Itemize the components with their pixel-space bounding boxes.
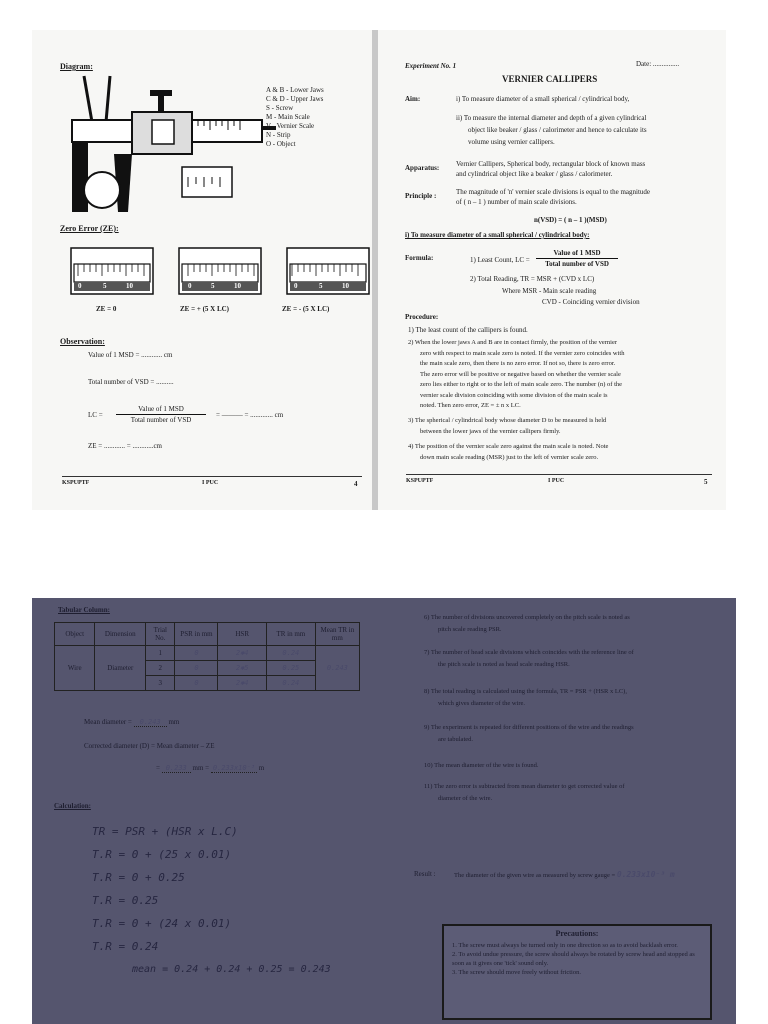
legend-item: V - Vernier Scale	[266, 122, 315, 130]
procedure-2	[408, 338, 718, 412]
formula-1: 1) Least Count, LC =	[470, 256, 530, 264]
scale-number-five: 5	[211, 282, 215, 290]
table-cell: 3	[146, 676, 175, 691]
legend-item: A & B - Lower Jaws	[266, 86, 324, 94]
footer-mid: I PUC	[202, 480, 219, 486]
lc-label: LC =	[88, 411, 103, 419]
table-cell: 2	[146, 661, 175, 676]
footer-page: 4	[354, 480, 358, 488]
table-header: Object	[55, 623, 95, 646]
section-heading: i) To measure diameter of a small spherical / cylindrical body:	[405, 231, 590, 239]
procedure-7	[424, 647, 730, 671]
precautions-title: Precautions:	[555, 929, 599, 938]
dimension-cell: Diameter	[95, 646, 146, 691]
precaution-item: 3. The screw should move freely without friction.	[452, 969, 581, 976]
principle-label: Principle :	[405, 192, 437, 200]
observation-title: Observation:	[60, 337, 105, 346]
table-header: PSR in mm	[175, 623, 218, 646]
procedure-line: 8) The total reading is calculated using the formula, TR = PSR + (HSR x LC),	[424, 688, 627, 695]
calc-line: mean = 0.24 + 0.24 + 0.25 = 0.243	[132, 964, 331, 975]
procedure-10: 10) The mean diameter of the wire is found.	[424, 762, 539, 769]
table-cell: 2✱4	[218, 646, 266, 661]
table-cell: 2✱4	[218, 676, 266, 691]
lc-numerator: Value of 1 MSD	[116, 405, 206, 415]
corrected-mid: mm =	[190, 764, 211, 772]
corrected-value-mm: 0.233	[162, 764, 191, 773]
procedure-line: 6) The number of divisions uncovered completely on the pitch scale is noted as	[424, 614, 630, 621]
result-label: Result :	[414, 870, 436, 878]
aim-2a: ii) To measure the internal diameter and depth of a given cylindrical	[456, 114, 647, 122]
ze-label-zero: ZE = 0	[96, 305, 117, 313]
formula-2-cvd: CVD - Coinciding vernier division	[542, 298, 640, 306]
table-cell: 0.24	[266, 646, 315, 661]
legend-item: C & D - Upper Jaws	[266, 95, 324, 103]
procedure-line: which gives diameter of the wire.	[438, 700, 525, 707]
result-value: 0.233x10⁻³ m	[616, 870, 675, 879]
table-cell: 0	[175, 676, 218, 691]
page-4	[32, 30, 372, 510]
procedure-8	[424, 686, 730, 710]
corrected-eq: =	[156, 764, 162, 772]
corrected-diameter-formula: Corrected diameter (D) = Mean diameter – ZE	[84, 742, 215, 750]
procedure-line: are tabulated.	[438, 736, 474, 743]
scale-zero-error-negative	[286, 242, 370, 296]
scale-number-ten: 10	[342, 282, 349, 290]
calc-line: TR = PSR + (HSR x L.C)	[92, 825, 238, 838]
formula-1-denominator: Total number of VSD	[545, 260, 609, 268]
table-header: Dimension	[95, 623, 146, 646]
procedure-line: between the lower jaws of the vernier callipers firmly.	[420, 427, 561, 435]
procedure-line: 2) When the lower jaws A and B are in contact firmly, the position of the vernier	[408, 339, 618, 346]
object-cell: Wire	[55, 646, 95, 691]
page-5	[378, 30, 726, 510]
handwritten-calculation	[92, 820, 392, 981]
formula-1-numerator: Value of 1 MSD	[536, 249, 618, 259]
legend-item: S - Screw	[266, 104, 294, 112]
mean-diameter-unit: mm	[166, 718, 180, 726]
ze-label-negative: ZE = - (5 X LC)	[282, 305, 330, 313]
table-header: Mean TR in mm	[315, 623, 359, 646]
corrected-value-m: 0.233x10⁻³	[212, 764, 256, 772]
precaution-item: 2. To avoid undue pressure, the screw should always be rotated by screw head and stopped as soon as it gives one 'tick' sound only.	[452, 951, 695, 967]
scale-number-zero: 0	[188, 282, 192, 290]
procedure-label: Procedure:	[405, 313, 439, 321]
scale-number-ten: 10	[126, 282, 133, 290]
zero-error-scales	[70, 242, 370, 302]
lc-result: = ——— = ............. cm	[216, 411, 284, 419]
procedure-line: 7) The number of head scale divisions which coincides with the reference line of	[424, 649, 634, 656]
table-cell: 1	[146, 646, 175, 661]
table-cell: 0.25	[266, 661, 315, 676]
obs-msd: Value of 1 MSD = ............ cm	[88, 351, 173, 359]
procedure-line: zero with respect to main scale zero is noted. If the vernier zero coincides with	[420, 349, 625, 357]
tabular-column-title: Tabular Column:	[58, 606, 110, 614]
scale-number-five: 5	[319, 282, 323, 290]
principle-a: The magnitude of 'n' vernier scale divisions is equal to the magnitude	[456, 188, 651, 196]
principle-equation: n(VSD) = ( n – 1 )(MSD)	[534, 216, 607, 224]
legend-item: N - Strip	[266, 131, 291, 139]
calculation-title: Calculation:	[54, 802, 91, 810]
procedure-line: zero lies either to right or to the left of main scale zero. The number (n) of the	[420, 381, 623, 388]
table-header: Trial No.	[146, 623, 175, 646]
mean-diameter-label: Mean diameter =	[84, 718, 134, 726]
footer-page: 5	[704, 478, 708, 486]
ze-result: ZE = ............ = ............cm	[88, 442, 162, 450]
result-statement: The diameter of the given wire as measured by screw gauge =	[454, 872, 617, 879]
scale-zero-error-none	[70, 242, 154, 296]
table-header-row	[55, 623, 360, 646]
procedure-line: vernier scale division coinciding with some division of the main scale is	[420, 391, 608, 399]
procedure-11	[424, 781, 730, 805]
apparatus-a: Vernier Callipers, Spherical body, rectangular block of known mass	[456, 160, 646, 168]
scale-number-five: 5	[103, 282, 107, 290]
procedure-line: down main scale reading (MSR) just to the left of vernier scale zero.	[420, 453, 599, 461]
table-cell: 0.24	[266, 676, 315, 691]
table-row	[55, 646, 360, 661]
readings-table	[54, 622, 360, 691]
procedure-1: 1) The least count of the callipers is found.	[408, 326, 528, 334]
scale-number-zero: 0	[78, 282, 82, 290]
procedure-line: 4) The position of the vernier scale zero against the main scale is noted. Note	[408, 443, 609, 450]
formula-label: Formula:	[405, 254, 434, 262]
page-bottom-right	[398, 598, 736, 1024]
experiment-title: VERNIER CALLIPERS	[502, 74, 598, 84]
procedure-line: 3) The spherical / cylindrical body whose diameter D to be measured is held	[408, 417, 607, 424]
table-header: HSR	[218, 623, 266, 646]
procedure-line: 9) The experiment is repeated for different positions of the wire and the readings	[424, 724, 634, 731]
calc-line: T.R = 0 + 0.25	[92, 871, 185, 884]
procedure-line: the main scale zero, then there is no zero error. If not so, there is zero error.	[420, 360, 616, 367]
legend-item: M - Main Scale	[266, 113, 310, 121]
apparatus-b: and cylindrical object like a beaker / glass / calorimeter.	[456, 170, 613, 178]
procedure-line: 11) The zero error is subtracted from mean diameter to get corrected value of	[424, 783, 625, 790]
precautions-list	[444, 939, 710, 979]
calc-line: T.R = 0.24	[92, 940, 159, 953]
ze-label-positive: ZE = + (5 X LC)	[180, 305, 230, 313]
corrected-diameter	[156, 764, 264, 773]
procedure-line: noted. Then zero error, ZE = ± n x LC.	[420, 402, 521, 409]
table-cell: 0	[175, 646, 218, 661]
procedure-line: the pitch scale is noted as head scale reading HSR.	[438, 661, 570, 668]
table-header: TR in mm	[266, 623, 315, 646]
page-footer	[62, 476, 362, 491]
mean-diameter-value: 0.243	[134, 718, 167, 727]
lc-denominator: Total number of VSD	[130, 416, 192, 424]
mean-diameter	[84, 718, 179, 727]
formula-2: 2) Total Reading, TR = MSR + (CVD x LC)	[470, 275, 595, 283]
aim-2b: object like beaker / glass / calorimeter and hence to calculate its	[468, 126, 647, 134]
procedure-3	[408, 416, 718, 437]
aim-2c: volume using vernier callipers.	[468, 138, 555, 146]
page-footer	[406, 474, 712, 489]
obs-vsd: Total number of VSD = ..........	[88, 378, 174, 386]
corrected-unit: m	[257, 764, 265, 772]
table-cell: 0	[175, 661, 218, 676]
footer-left: KSPUPTF	[406, 478, 434, 484]
zero-error-title: Zero Error (ZE):	[60, 224, 119, 233]
diagram-legend	[266, 86, 366, 149]
principle-b: of ( n – 1 ) number of main scale divisions.	[456, 198, 577, 206]
table-cell: 2✱5	[218, 661, 266, 676]
procedure-line: pitch scale reading PSR.	[438, 626, 502, 633]
procedure-line: diameter of the wire.	[438, 795, 493, 802]
mean-tr-cell: 0.243	[315, 646, 359, 691]
procedure-4	[408, 442, 718, 463]
aim-1: i) To measure diameter of a small spherical / cylindrical body,	[456, 95, 630, 103]
calc-line: T.R = 0 + (24 x 0.01)	[92, 917, 232, 930]
aim-label: Aim:	[405, 95, 421, 103]
page-bottom-left	[32, 598, 398, 1024]
vernier-calliper-diagram	[62, 72, 282, 228]
precautions-box	[442, 924, 712, 1020]
legend-item: O - Object	[266, 140, 296, 148]
experiment-number: Experiment No. 1	[405, 62, 457, 70]
apparatus-label: Apparatus:	[405, 164, 440, 172]
procedure-6	[424, 612, 730, 636]
scale-number-zero: 0	[294, 282, 298, 290]
formula-2-where: Where MSR - Main scale reading	[502, 287, 597, 295]
footer-left: KSPUPTF	[62, 480, 90, 486]
precaution-item: 1. The screw must always be turned only in one direction so as to avoid backlash error.	[452, 942, 678, 949]
calc-line: T.R = 0 + (25 x 0.01)	[92, 848, 232, 861]
result-text	[454, 870, 675, 879]
procedure-line: The zero error will be positive or negative based on whether the vernier scale	[420, 370, 621, 378]
scale-number-ten: 10	[234, 282, 241, 290]
procedure-9	[424, 722, 730, 746]
diagram-label: Diagram:	[60, 62, 93, 71]
calc-line: T.R = 0.25	[92, 894, 159, 907]
date-field: Date: ...............	[636, 60, 680, 68]
footer-mid: I PUC	[548, 478, 565, 484]
